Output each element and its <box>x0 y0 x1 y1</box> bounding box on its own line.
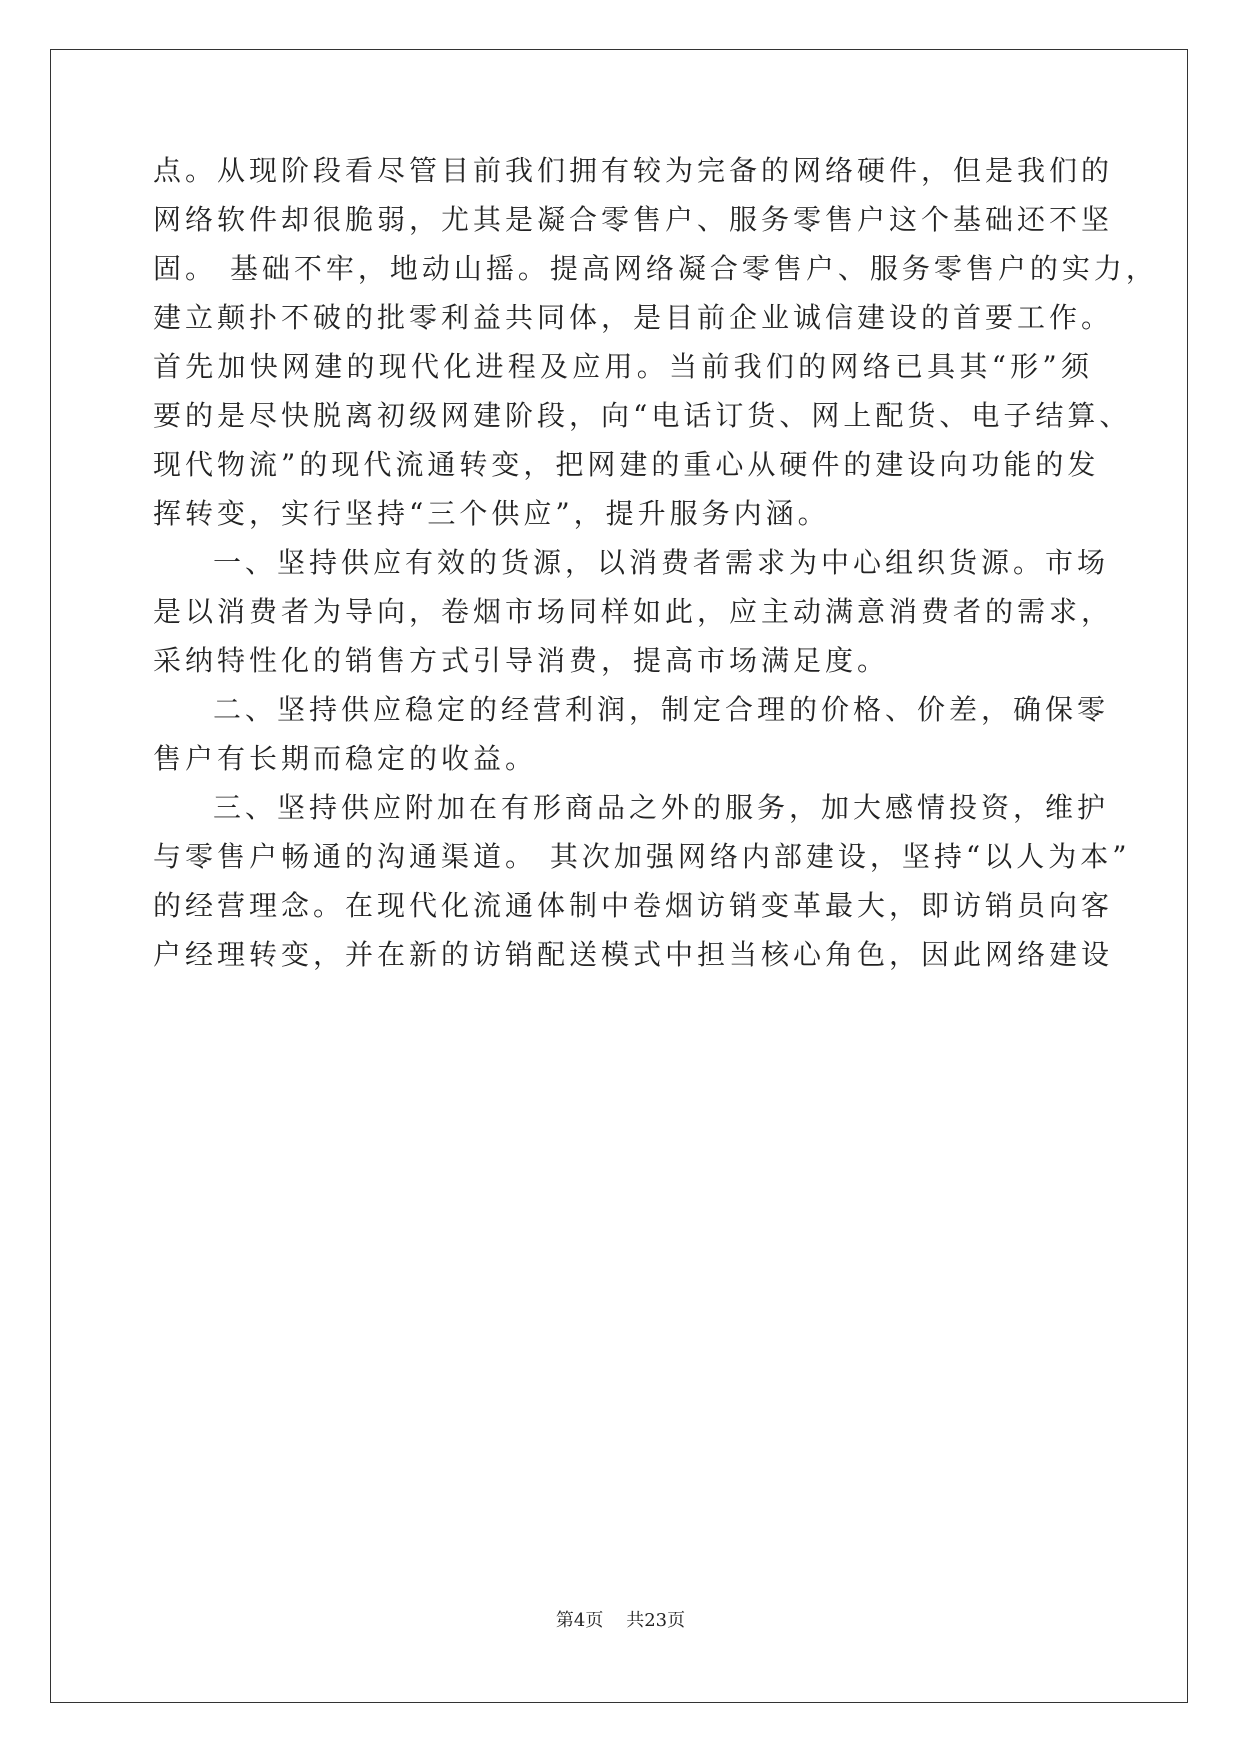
text-line: 建立颠扑不破的批零利益共同体，是目前企业诚信建设的首要工作。 <box>153 301 1114 334</box>
text-line: 的经营理念。在现代化流通体制中卷烟访销变革最大，即访销员向客 <box>153 889 1114 922</box>
text-line: 现代物流”的现代流通转变，把网建的重心从硬件的建设向功能的发 <box>153 448 1100 481</box>
text-line: 与零售户畅通的沟通渠道。 其次加强网络内部建设，坚持“以人为本” <box>153 840 1131 873</box>
text-line: 要的是尽快脱离初级网建阶段，向“电话订货、网上配货、电子结算、 <box>153 399 1132 432</box>
text-line: 挥转变，实行坚持“三个供应”，提升服务内涵。 <box>153 497 830 530</box>
text-line: 网络软件却很脆弱，尤其是凝合零售户、服务零售户这个基础还不坚 <box>153 203 1114 236</box>
text-line: 首先加快网建的现代化进程及应用。当前我们的网络已具其“形”须 <box>153 350 1093 383</box>
text-line: 点。从现阶段看尽管目前我们拥有较为完备的网络硬件，但是我们的 <box>153 154 1114 187</box>
paragraph-two-line: 二、坚持供应稳定的经营利润，制定合理的价格、价差，确保零 <box>213 693 1110 726</box>
text-line: 是以消费者为导向，卷烟市场同样如此，应主动满意消费者的需求， <box>153 595 1114 628</box>
page-number-footer: 第4页 共23页 <box>555 1610 686 1631</box>
text-line: 固。 基础不牢，地动山摇。提高网络凝合零售户、服务零售户的实力， <box>153 252 1158 285</box>
paragraph-one-line: 一、坚持供应有效的货源，以消费者需求为中心组织货源。市场 <box>213 546 1110 579</box>
text-line: 户经理转变，并在新的访销配送模式中担当核心角色，因此网络建设 <box>153 938 1114 971</box>
text-line: 售户有长期而稳定的收益。 <box>153 742 538 775</box>
paragraph-three-line: 三、坚持供应附加在有形商品之外的服务，加大感情投资，维护 <box>213 791 1110 824</box>
text-line: 采纳特性化的销售方式引导消费，提高市场满足度。 <box>153 644 890 677</box>
